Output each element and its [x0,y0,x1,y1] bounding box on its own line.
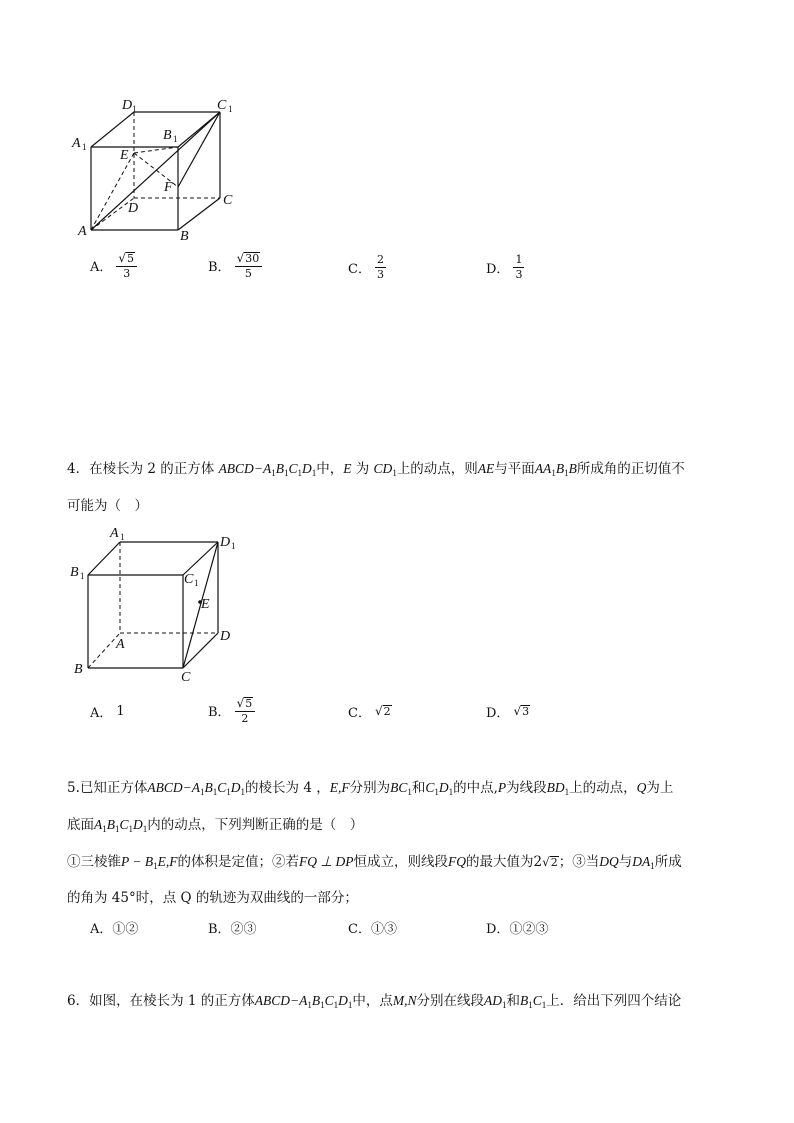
q3-option-b[interactable]: B． √ 30 5 [208,252,262,280]
label-A1: A [110,526,119,541]
q3-option-a[interactable]: A． √ 5 3 [90,252,137,280]
label-D1: D [220,535,231,550]
svg-text:1: 1 [194,578,199,588]
svg-text:1: 1 [231,541,236,551]
q5-option-c[interactable]: C．①③ [348,922,397,937]
q4-option-c[interactable]: C． √ 2 [348,703,391,721]
svg-text:1: 1 [228,104,233,114]
label-C: C [223,193,233,208]
label-D: D [220,629,231,644]
q4-option-d[interactable]: D． √ 3 [486,703,530,721]
svg-text:1: 1 [132,104,137,114]
label-D: D [128,201,139,216]
svg-text:1: 1 [80,571,85,581]
label-D1: D [122,98,133,113]
svg-text:1: 1 [120,532,125,542]
q5-stem-line1: 5.已知正方体$ABCD-A_1B_1C_1D_1$的棱长为 4 ，E,F分别为$BC_1$和$C_1D_1$的中点,P为线段$BD_1$上的动点，Q为上 [67,780,674,797]
q4-option-a[interactable]: A． 1 [90,704,125,721]
q3-option-d[interactable]: D． $\frac{1}{3}$ [486,253,523,281]
q4-stem-line2: 可能为（ ） [67,498,148,514]
q5-stem-line4: 的角为 45°时，点 Q 的轨迹为双曲线的一部分； [67,890,358,906]
label-C1: C [217,98,227,113]
label-C: C [181,670,191,685]
q4-option-b[interactable]: B． √ 5 2 [208,697,255,725]
label-B1: B [70,565,79,580]
q3-option-c[interactable]: C． $\frac{2}{3}$ [348,253,384,281]
q5-option-d[interactable]: D．①②③ [486,922,549,937]
svg-text:1: 1 [82,142,87,152]
label-B1: B [163,128,172,143]
q5-stem-line3: ①三棱锥$P - B_1E,F$的体积是定值；②若FQ ⊥ DP恒成立，则线段FQ的最大值为2 √ 2 ；③当DQ与$DA_1$所成 [67,854,682,871]
q4-stem-line1: 4．在棱长为 2 的正方体 $ABCD-A_1B_1C_1D_1$中，E 为 $CD_1$上的动点，则AE与平面$AA_1B_1B$所成角的正切值不 [67,461,685,478]
label-E: E [120,148,129,163]
cube-figure-1 [70,95,240,245]
label-A: A [116,637,125,652]
q5-option-a[interactable]: A．①② [90,922,139,937]
q6-stem-line1: 6．如图，在棱长为 1 的正方体$ABCD-A_1B_1C_1D_1$中，点M,N分别在线段$AD_1$和$B_1C_1$上．给出下列四个结论 [67,993,682,1010]
label-C1: C [184,572,194,587]
label-E: E [201,597,210,612]
svg-text:1: 1 [173,134,178,144]
label-A1: A [72,136,81,151]
q5-stem-line2: 底面$A_1B_1C_1D_1$内的动点，下列判断正确的是（ ） [67,817,364,834]
label-F: F [164,180,173,195]
cube-figure-2 [70,520,250,685]
label-A: A [78,224,87,239]
label-B: B [180,229,189,244]
q5-option-b[interactable]: B．②③ [208,922,257,937]
label-B: B [74,662,83,677]
